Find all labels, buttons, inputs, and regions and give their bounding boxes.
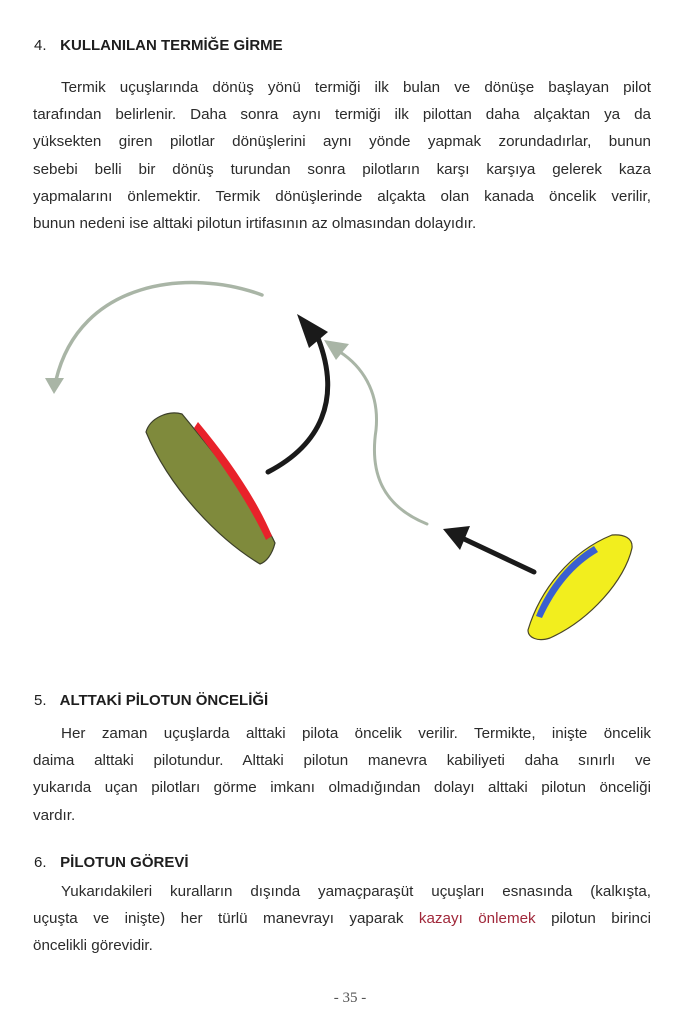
- section-6-title: PİLOTUN GÖREVİ: [60, 854, 189, 871]
- black-curved-arrow: [268, 338, 328, 472]
- lower-paraglider-wing: [528, 535, 632, 640]
- section-4-heading: [34, 37, 283, 54]
- paragraph-line: öncelikli görevidir.: [33, 937, 153, 955]
- section-6-heading: [34, 854, 189, 871]
- section-4-number: 4.: [34, 37, 47, 54]
- highlighted-phrase: kazayı önlemek: [418, 910, 536, 928]
- section-4-title: KULLANILAN TERMİĞE GİRME: [60, 37, 283, 54]
- section-5-title: ALTTAKİ PİLOTUN ÖNCELİĞİ: [59, 692, 269, 709]
- section-5-number: 5.: [34, 692, 47, 709]
- black-curved-arrowhead: [297, 314, 328, 348]
- section-5-heading: [34, 692, 268, 709]
- grey-arc-arrowhead: [45, 378, 64, 394]
- grey-arc-arrow: [56, 283, 262, 380]
- section-5-paragraph: [33, 720, 651, 829]
- paragraph-line: vardır.: [33, 806, 76, 824]
- black-straight-arrow: [462, 538, 534, 572]
- paragraph-line: Her zaman uçuşlarda alttaki pilota öncelik verilir. Termikte, inişte öncelik: [61, 725, 651, 742]
- paragraph-line: bunun nedeni ise alttaki pilotun irtifasının az olmasından dolayıdır.: [33, 215, 477, 233]
- section-6-paragraph: [33, 878, 651, 960]
- line-text: pilotun birinci: [551, 910, 651, 928]
- section-6-number: 6.: [34, 854, 47, 871]
- upper-paraglider-wing: [146, 413, 275, 564]
- grey-wavy-arrow: [340, 352, 427, 524]
- paragraph-line: sebebi belli bir dönüş turundan sonra pilotların karşı karşıya gelerek kaza: [33, 160, 651, 178]
- paragraph-line-with-highlight: [33, 905, 651, 932]
- thermal-entry-figure: [0, 270, 700, 670]
- paragraph-line: Termik uçuşlarında dönüş yönü termiği ilk bulan ve dönüşe başlayan pilot: [61, 79, 651, 96]
- paragraph-line: daima alttaki pilotundur. Alttaki pilotun manevra kabiliyeti daha sınırlı ve: [33, 752, 651, 770]
- paragraph-line: yukarıda uçan pilotları görme imkanı olmadığından dolayı alttaki pilotun önceliği: [33, 779, 651, 797]
- page-number: - 35 -: [333, 990, 367, 1006]
- paragraph-line: tarafından belirlenir. Daha sonra aynı termiği ilk pilottan daha alçaktan ya da: [33, 106, 651, 124]
- line-text: uçuşta ve inişte) her türlü manevrayı yaparak: [33, 910, 404, 928]
- paragraph-line: yüksekten giren pilotlar dönüşlerini aynı yönde yapmak zorundadırlar, bunun: [33, 133, 651, 151]
- paragraph-line: yapmalarını önlemektir. Termik dönüşlerinde alçakta olan kanada öncelik verilir,: [33, 187, 651, 205]
- section-4-paragraph: [33, 74, 651, 237]
- paragraph-line: Yukarıdakileri kuralların dışında yamaçparaşüt uçuşları esnasında (kalkışta,: [61, 883, 651, 900]
